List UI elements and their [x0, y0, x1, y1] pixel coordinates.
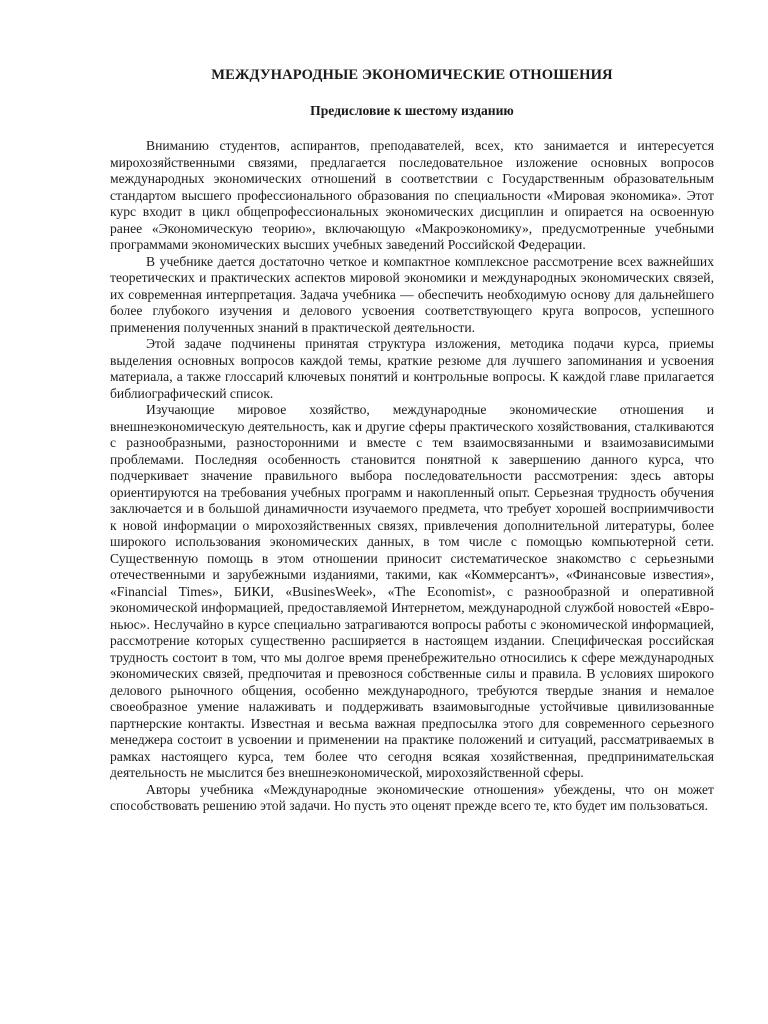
paragraph-5: Авторы учебника «Международные экономические отношения» убеждены, что он может способствовать решению этой задачи. Но пусть это оценят прежде всего те, кто будет им пользоваться. [110, 781, 714, 813]
document-subtitle: Предисловие к шестому изданию [310, 103, 514, 118]
paragraph-1: Вниманию студентов, аспирантов, преподавателей, всех, кто занимается и интересуется мирохозяйственными связями, предлагается последовательное изложение основных вопросов международных экономических отношений в соответствии с Государственным образовательным стандартом высшего профессионального образования по специальности «Мировая экономика». Этот курс входит в цикл общепрофессиональных экономических дисциплин и опирается на освоенную ранее «Экономическую теорию», включающую «Макроэкономику», предусмотренные учебными программами экономических высших учебных заведений Российской Федерации. [110, 138, 714, 252]
document-page [110, 66, 714, 815]
paragraph-3: Этой задаче подчинены принятая структура изложения, методика подачи курса, приемы выделения основных вопросов каждой темы, краткие резюме для лучшего запоминания и усвоения материала, а также глоссарий ключевых понятий и контрольные вопросы. К каждой главе прилагается библиографический список. [110, 336, 714, 401]
paragraph-2: В учебнике дается достаточно четкое и компактное комплексное рассмотрение всех важнейших теоретических и практических аспектов мировой экономики и международных экономических связей, их современная интерпретация. Задача учебника — обеспечить необходимую основу для дальнейшего более глубокого изучения и делового усвоения соответствующего круга вопросов, успешного применения полученных знаний в практической деятельности. [110, 253, 714, 335]
paragraph-4: Изучающие мировое хозяйство, международные экономические отношения и внешнеэкономическую деятельность, как и другие сферы практического хозяйствования, сталкиваются с разнообразными, разносторонними и вместе с тем взаимосвязанными и взаимозависимыми проблемами. Последняя особенность становится понятной к завершению данного курса, что подчеркивает значение правильного выбора последовательности рассмотрения: здесь авторы ориентируются на требования учебных программ и накопленный опыт. Серьезная трудность обучения заключается и в большой динамичности изучаемого предмета, что требует хорошей восприимчивости к новой информации о мирохозяйственных связях, привлечения дополнительной литературы, более широкого использования экономических данных, в том числе с помощью компьютерной сети. Существенную помощь в этом отношении приносит систематическое знакомство с серьезными отечественными и зарубежными изданиями, такими, как «Коммерсантъ», «Финансовые известия», «Financial Times», БИКИ, «BusinesWeek», «The Economist», с разнообразной и оперативной экономической информацией, предоставляемой Интернетом, международной службой новостей «Евро-ньюс». Неслучайно в курсе специально затрагиваются вопросы работы с экономической информацией, рассмотрение которых существенно расширяется в настоящем издании. Специфическая российская трудность состоит в том, что мы долгое время пренебрежительно относились к сфере международных экономических связей, предпочитая и превознося собственные силы и правила. В условиях широкого делового рыночного общения, особенно международного, требуются твердые знания и немалое своеобразное умение налаживать и поддерживать взаимовыгодные устойчивые цивилизованные партнерские контакты. Известная и весьма важная предпосылка этого для современного серьезного менеджера состоит в усвоении и применении на практике положений и ситуаций, рассматриваемых в рамках настоящего курса, тем более что сегодня всякая хозяйственная, предпринимательская деятельность не мыслится без внешнеэкономической, мирохозяйственной сферы. [110, 402, 714, 780]
document-title: МЕЖДУНАРОДНЫЕ ЭКОНОМИЧЕСКИЕ ОТНОШЕНИЯ [211, 67, 613, 83]
